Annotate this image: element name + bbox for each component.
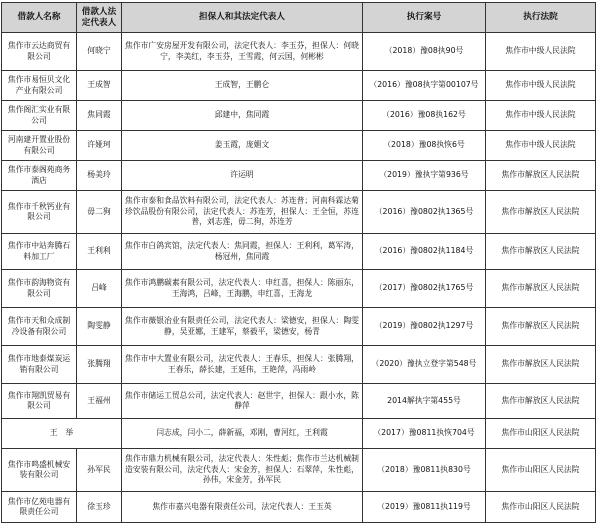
table-row	[2, 449, 596, 492]
case-no-cell: （2018）豫08执恢6号	[363, 131, 486, 161]
borrower-cell: 焦作阁汇实业有限公司	[2, 101, 77, 131]
legal-rep-cell: 陶雯静	[77, 308, 122, 346]
case-no-cell: （2019）豫0802执1297号	[363, 308, 486, 346]
court-cell: 焦作市解放区人民法院	[486, 308, 596, 346]
table-row	[2, 346, 596, 384]
borrower-cell: 焦作市云达商贸有限公司	[2, 33, 77, 71]
table-row	[2, 71, 596, 101]
legal-rep-cell: 许娅珂	[77, 131, 122, 161]
legal-rep-cell: 王福州	[77, 384, 122, 419]
borrower-cell: 焦作市易恒贝文化产业有限公司	[2, 71, 77, 101]
court-cell: 焦作市解放区人民法院	[486, 384, 596, 419]
borrower-cell: 焦作市泰阁苑商务酒店	[2, 161, 77, 191]
guarantor-cell: 焦作市鼎力机械有限公司，法定代表人：朱性彪；焦作市兰达机械制造安装有限公司，法定代表人：宋金芳，担保人：石翠萍，朱性彪，孙伟，宋金芳，孙军民	[122, 449, 363, 492]
guarantor-cell: 焦作市白鸽宾馆，法定代表人：焦同霞，担保人：王利利，葛军涛，杨冠州，焦同霞	[122, 234, 363, 270]
guarantor-cell: 焦作市嘉兴电器有限责任公司，法定代表人：王玉英	[122, 492, 363, 523]
court-cell: 焦作市解放区人民法院	[486, 161, 596, 191]
case-no-cell: （2016）豫08执162号	[363, 101, 486, 131]
case-no-cell: （2017）豫0802执1765号	[363, 270, 486, 308]
guarantor-cell: 焦作市中大置业有限公司，法定代表人：王春乐，担保人：张腾翔，王春乐，薛长建，王延伟，王艳萍，冯雨岭	[122, 346, 363, 384]
case-no-cell: （2017）豫0811执恢704号	[363, 419, 486, 449]
header-legal-rep: 借款人法定代表人	[77, 3, 122, 33]
table-row	[2, 270, 596, 308]
legal-rep-cell: 吕峰	[77, 270, 122, 308]
borrower-cell: 焦作市鸣盛机械安装有限公司	[2, 449, 77, 492]
legal-rep-cell: 王利利	[77, 234, 122, 270]
legal-rep-cell: 孙军民	[77, 449, 122, 492]
court-cell: 焦作市解放区人民法院	[486, 234, 596, 270]
legal-rep-cell: 焦同霞	[77, 101, 122, 131]
table-row	[2, 191, 596, 234]
court-cell: 焦作市中级人民法院	[486, 33, 596, 71]
case-no-cell: （2016）豫08执字第00107号	[363, 71, 486, 101]
table-row	[2, 234, 596, 270]
borrower-cell: 焦作市千秋钙业有限公司	[2, 191, 77, 234]
court-cell: 焦作市山阳区人民法院	[486, 492, 596, 523]
guarantor-cell: 邱建中，焦同霞	[122, 101, 363, 131]
court-cell: 焦作市山阳区人民法院	[486, 449, 596, 492]
legal-rep-cell: 何晓宁	[77, 33, 122, 71]
header-row	[2, 3, 596, 33]
guarantor-cell: 焦作市鸿鹏碳素有限公司，法定代表人：申红喜，担保人：陈丽东，王海鸿，吕峰，王海鹏，申红喜，王海龙	[122, 270, 363, 308]
legal-rep-cell: 徐玉珍	[77, 492, 122, 523]
table-row	[2, 384, 596, 419]
court-cell: 焦作市解放区人民法院	[486, 346, 596, 384]
borrower-cell: 焦作市天和众成制冷设备有限公司	[2, 308, 77, 346]
case-no-cell: （2018）豫0811执830号	[363, 449, 486, 492]
table-row	[2, 33, 596, 71]
table-row	[2, 101, 596, 131]
borrower-cell: 焦作市地泰煤炭运销有限公司	[2, 346, 77, 384]
legal-rep-cell: 张腾翔	[77, 346, 122, 384]
case-no-cell: （2018）豫08执90号	[363, 33, 486, 71]
guarantor-cell: 王成智，王鹏仑	[122, 71, 363, 101]
court-cell: 焦作市中级人民法院	[486, 71, 596, 101]
case-no-cell: （2019）豫执字第936号	[363, 161, 486, 191]
header-borrower: 借款人名称	[2, 3, 77, 33]
table-row	[2, 492, 596, 523]
court-cell: 焦作市山阳区人民法院	[486, 419, 596, 449]
guarantor-cell: 姜玉霞，庞媚文	[122, 131, 363, 161]
case-no-cell: 2014解执字第455号	[363, 384, 486, 419]
legal-rep-cell: 王成智	[77, 71, 122, 101]
guarantor-cell: 许运明	[122, 161, 363, 191]
borrower-cell: 焦作市亿苑电器有限责任公司	[2, 492, 77, 523]
legal-rep-cell: 毋二狗	[77, 191, 122, 234]
borrower-cell: 河南建开置业股份有限公司	[2, 131, 77, 161]
table-body	[2, 33, 596, 523]
court-cell: 焦作市解放区人民法院	[486, 191, 596, 234]
case-no-cell: （2020）豫执立登字第548号	[363, 346, 486, 384]
court-cell: 焦作市中级人民法院	[486, 101, 596, 131]
table-row	[2, 161, 596, 191]
header-guarantor: 担保人和其法定代表人	[122, 3, 363, 33]
guarantor-cell: 焦作市薇银冶业有限责任公司，法定代表人：梁德安，担保人：陶雯静，吴亚娜，王建军，蔡毅平，梁德安，杨青	[122, 308, 363, 346]
guarantor-cell: 闫志成，闫小二，薛新福，邓刚，曹河红，王利霞	[122, 419, 363, 449]
table-row	[2, 131, 596, 161]
case-no-cell: （2019）豫0811执119号	[363, 492, 486, 523]
case-no-cell: （2016）豫0802执1365号	[363, 191, 486, 234]
table-row	[2, 419, 596, 449]
case-no-cell: （2016）豫0802执1184号	[363, 234, 486, 270]
borrower-cell: 焦作市中站奔腾石料加工厂	[2, 234, 77, 270]
legal-rep-cell: 杨美玲	[77, 161, 122, 191]
table-row	[2, 308, 596, 346]
guarantor-cell: 焦作市泰和食品饮料有限公司，法定代表人：苏连普；河南科霖达菊珍饮品股份有限公司，法定代表人：苏连芳，担保人：王全恒，苏连普，刘志莲，毋二狗，苏连芳	[122, 191, 363, 234]
borrower-cell: 焦作市翔凯贸易有限公司	[2, 384, 77, 419]
guarantor-cell: 焦作市广安房屋开发有限公司，法定代表人：李玉芬，担保人：何晓宁，李美红，李玉芬，王雪霞，何云国，何彬彬	[122, 33, 363, 71]
borrower-cell: 焦作市韵海物资有限公司	[2, 270, 77, 308]
court-cell: 焦作市解放区人民法院	[486, 270, 596, 308]
guarantor-cell: 焦作市储运工贸总公司，法定代表人：赵世宇，担保人：跟小水，陈静萍	[122, 384, 363, 419]
debtor-table	[1, 2, 596, 523]
court-cell: 焦作市中级人民法院	[486, 131, 596, 161]
borrower-cell: 王 举	[2, 419, 122, 449]
header-case-no: 执行案号	[363, 3, 486, 33]
header-court: 执行法院	[486, 3, 596, 33]
